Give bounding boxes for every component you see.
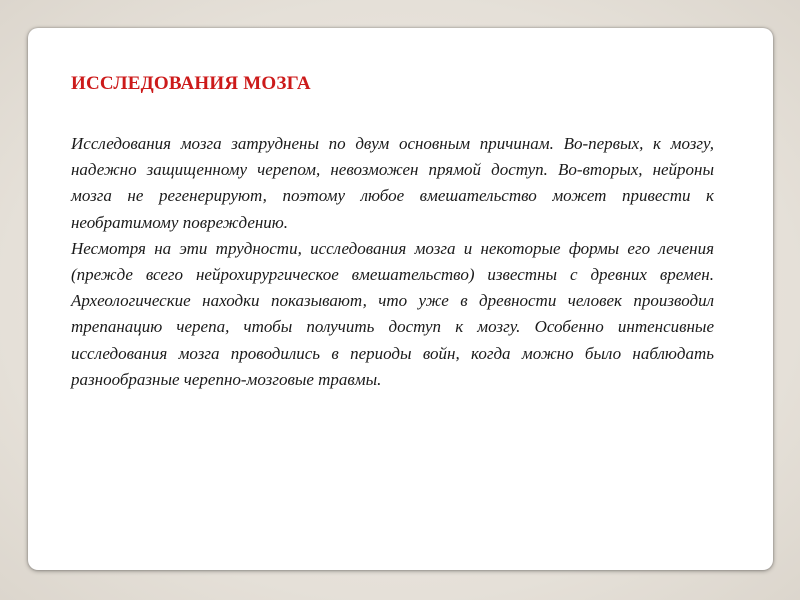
paragraph-2: Несмотря на эти трудности, исследования мозга и некоторые формы его лечения (прежде всего нейрохирургическое вмешательство) известны с древних времен. Археологические находки показывают, что уже в древности человек производил трепанацию черепа, чтобы получить доступ к мозгу. Особенно интенсивные исследования мозга проводились в периоды войн, когда можно было наблюдать разнообразные черепно-мозговые травмы. [71, 238, 714, 389]
slide-title: ИССЛЕДОВАНИЯ МОЗГА [71, 73, 311, 94]
slide-card [28, 28, 773, 570]
paragraph-1: Исследования мозга затруднены по двум основным причинам. Во-первых, к мозгу, надежно защищенному черепом, невозможен прямой доступ. Во-вторых, нейроны мозга не регенерируют, поэтому любое вмешательство может привести к необратимому повреждению. [71, 134, 714, 232]
slide-body [71, 131, 714, 393]
